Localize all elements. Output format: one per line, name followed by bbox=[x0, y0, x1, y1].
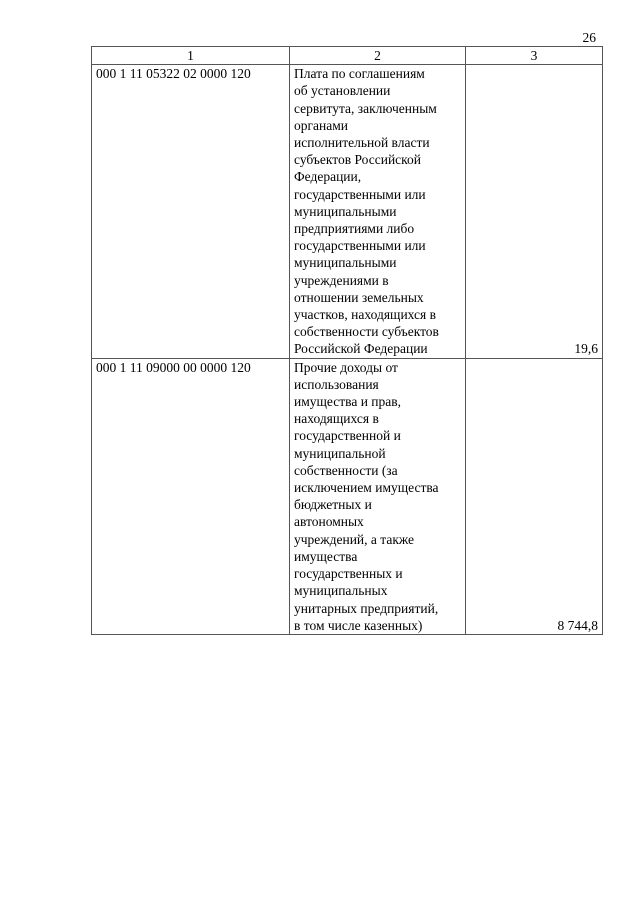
revenue-value-cell: 19,6 bbox=[466, 65, 603, 358]
description-line: имущества bbox=[294, 548, 358, 564]
description-line: муниципальной bbox=[294, 445, 386, 461]
column-header-1: 1 bbox=[92, 47, 290, 65]
table-row bbox=[92, 358, 603, 634]
revenue-value-cell: 8 744,8 bbox=[466, 358, 603, 634]
description-line: муниципальными bbox=[294, 203, 397, 219]
description-line: государственной и bbox=[294, 428, 401, 444]
description-line: об установлении bbox=[294, 83, 391, 99]
description-line: исполнительной власти bbox=[294, 135, 430, 151]
description-line: унитарных предприятий, bbox=[294, 600, 439, 616]
description-line: имущества и прав, bbox=[294, 394, 402, 410]
column-header-2: 2 bbox=[290, 47, 466, 65]
description-line: государственными или bbox=[294, 186, 426, 202]
description-line: государственными или bbox=[294, 238, 426, 254]
description-line: учреждений, а также bbox=[294, 531, 415, 547]
description-line: сервитута, заключенным bbox=[294, 100, 437, 116]
description-line: находящихся в bbox=[294, 411, 379, 427]
table-header-row bbox=[92, 47, 603, 65]
description-line: участков, находящихся в bbox=[294, 307, 436, 323]
description-line: Прочие доходы от bbox=[294, 359, 398, 375]
description-line: субъектов Российской bbox=[294, 152, 422, 168]
description-line: использования bbox=[294, 376, 379, 392]
revenue-description-cell bbox=[290, 358, 466, 634]
description-line: собственности субъектов bbox=[294, 324, 439, 340]
description-line: предприятиями либо bbox=[294, 221, 415, 237]
description-line: государственных и bbox=[294, 566, 403, 582]
column-header-3: 3 bbox=[466, 47, 603, 65]
page-number: 26 bbox=[582, 30, 596, 45]
description-line: бюджетных и bbox=[294, 497, 372, 513]
description-line: в том числе казенных) bbox=[294, 617, 423, 633]
table-row bbox=[92, 65, 603, 358]
description-line: муниципальными bbox=[294, 255, 397, 271]
revenue-table bbox=[91, 46, 603, 635]
description-line: Федерации, bbox=[294, 169, 362, 185]
description-line: исключением имущества bbox=[294, 480, 439, 496]
description-line: отношении земельных bbox=[294, 289, 424, 305]
revenue-code-cell: 000 1 11 05322 02 0000 120 bbox=[92, 65, 290, 358]
revenue-description-cell bbox=[290, 65, 466, 358]
description-line: органами bbox=[294, 117, 349, 133]
description-line: собственности (за bbox=[294, 462, 398, 478]
description-line: Российской Федерации bbox=[294, 341, 428, 357]
description-line: Плата по соглашениям bbox=[294, 66, 425, 82]
description-line: учреждениями в bbox=[294, 272, 389, 288]
description-line: муниципальных bbox=[294, 583, 388, 599]
revenue-code-cell: 000 1 11 09000 00 0000 120 bbox=[92, 358, 290, 634]
description-line: автономных bbox=[294, 514, 364, 530]
